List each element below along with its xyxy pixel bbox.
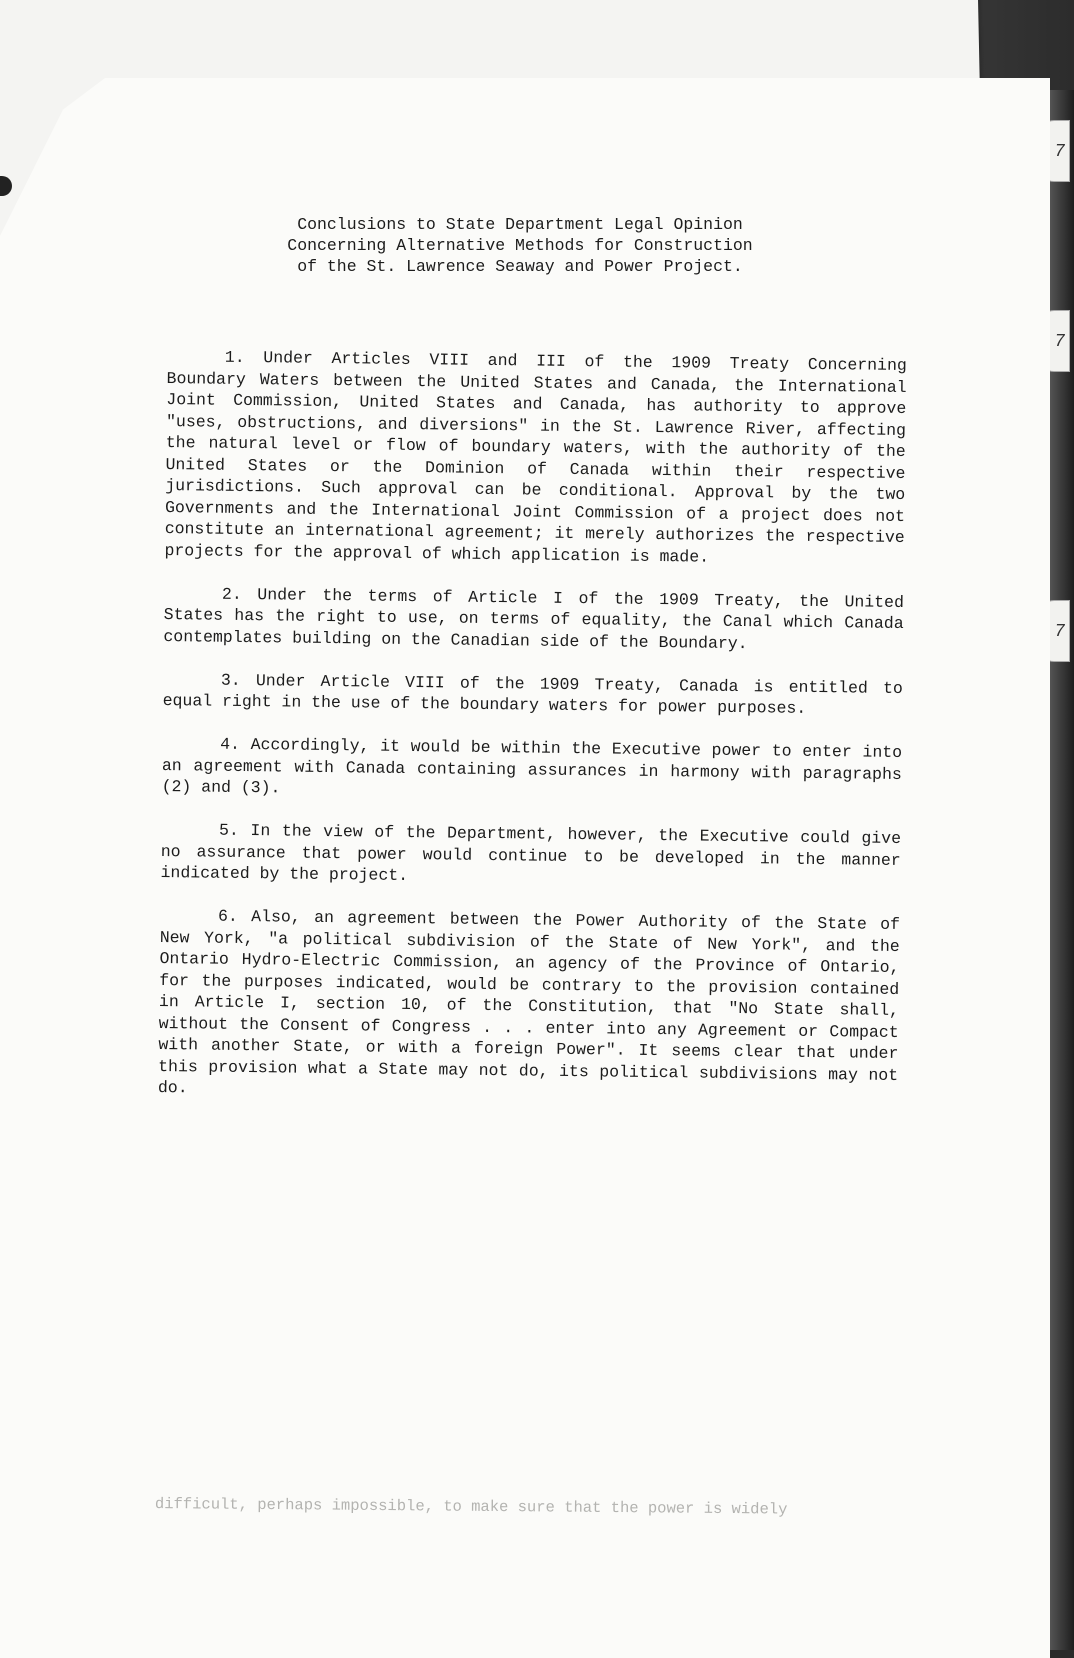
index-tab: 7 — [1040, 310, 1070, 372]
paragraph-1: 1. Under Articles VIII and III of the 1909 Treaty Concerning Boundary Waters between the United States and Canada, the International Joint Commission, United States and Canada, has authority to approve "uses, obstructions, and diversions" in the St. Lawrence River, affecting the natural level or flow of boundary waters, with the authority of the United States or the Dominion of Canada within their respective jurisdictions. Such approval can be conditional. Approval by the two Governments and the International Joint Commission of a project does not constitute an international agreement; it merely authorizes the respective projects for the approval of which application is made. — [164, 347, 907, 567]
document-title — [170, 214, 870, 277]
title-line: Conclusions to State Department Legal Opinion — [297, 215, 743, 234]
paragraph-6: 6. Also, an agreement between the Power Authority of the State of New York, "a political subdivision of the State of New York", and the Ontario Hydro-Electric Commission, an agency of the Province of Ontario, for the purposes indicated, would be contrary to the provision contained in Article I, section 10, of the Constitution, that "No State shall, without the Consent of Congress . . . enter into any Agreement or Compact with another State, or with a foreign Power". It seems clear that under this provision what a State may not do, its political subdivisions may not do. — [157, 906, 901, 1098]
bleed-through-text: difficult, perhaps impossible, to make sure that the power is widely — [154, 1495, 788, 1519]
paragraph-2: 2. Under the terms of Article I of the 1909 Treaty, the United States has the right to use, on terms of equality, the Canal which Canada contemplates building on the Canadian side of the Boundary. — [163, 584, 905, 653]
paragraph-5: 5. In the view of the Department, however, the Executive could give no assurance that power would continue to be developed in the manner indicated by the project. — [160, 820, 902, 885]
paragraph-4: 4. Accordingly, it would be within the Executive power to enter into an agreement with Canada containing assurances in harmony with paragraphs (2) and (3). — [161, 734, 903, 798]
index-tab: 7 — [1040, 600, 1070, 662]
title-line: of the St. Lawrence Seaway and Power Project. — [297, 257, 743, 276]
paragraph-3: 3. Under Article VIII of the 1909 Treaty, Canada is entitled to equal right in the use of the boundary waters for power purposes. — [162, 670, 903, 718]
index-tab: 7 — [1040, 120, 1070, 182]
document-body — [158, 346, 907, 1129]
title-line: Concerning Alternative Methods for Construction — [287, 236, 753, 255]
